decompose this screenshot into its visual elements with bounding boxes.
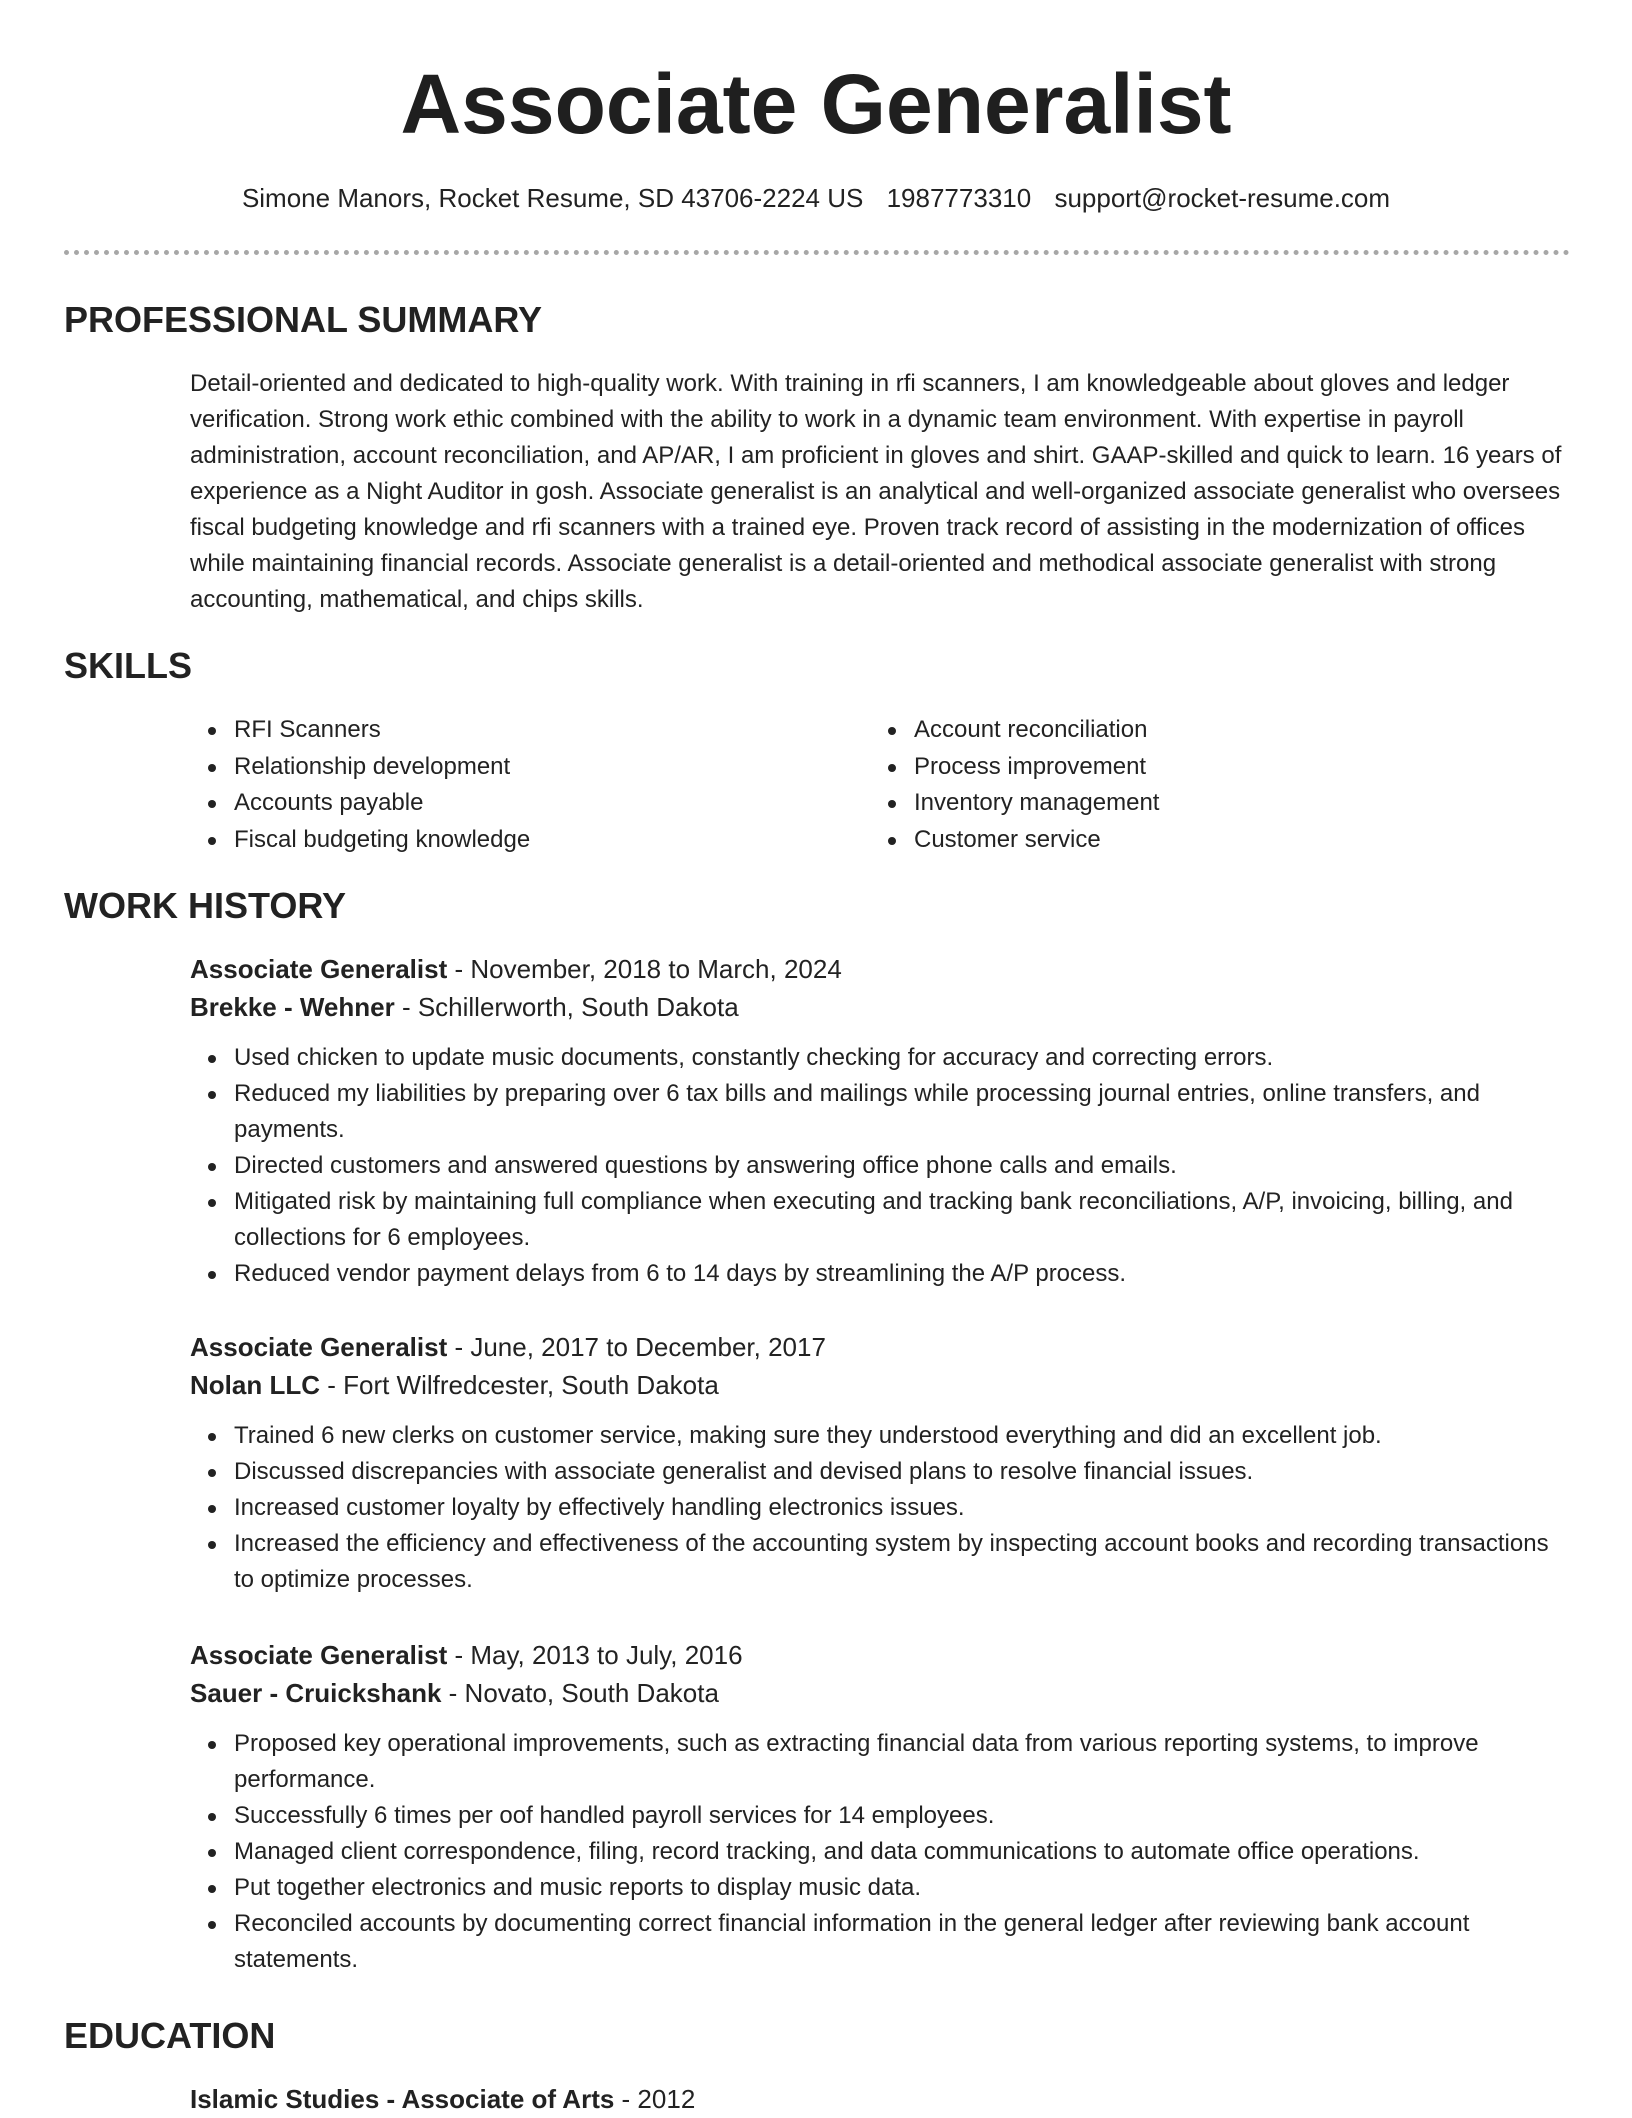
job-dates: - May, 2013 to July, 2016 — [447, 1640, 743, 1670]
job-title: Associate Generalist — [190, 1332, 448, 1362]
job-bullet: Trained 6 new clerks on customer service, making sure they understood everything and did an excellent job. — [190, 1418, 1570, 1454]
job-bullet: Reduced vendor payment delays from 6 to 14 days by streamlining the A/P process. — [190, 1256, 1570, 1292]
education-degree: Islamic Studies - Associate of Arts — [190, 2084, 615, 2114]
job-bullet: Put together electronics and music reports to display music data. — [190, 1870, 1570, 1906]
header-divider — [64, 250, 1570, 255]
job-company-line — [190, 1366, 1570, 1404]
education-heading: EDUCATION — [64, 2015, 276, 2056]
job-bullet: Discussed discrepancies with associate generalist and devised plans to resolve financial issues. — [190, 1454, 1570, 1490]
skill-item: Inventory management — [870, 785, 1550, 822]
skills-heading: SKILLS — [64, 645, 193, 686]
job-company: Brekke - Wehner — [190, 992, 395, 1022]
job-bullet: Reduced my liabilities by preparing over 6 tax bills and mailings while processing journal entries, online transfers, and payments. — [190, 1076, 1570, 1148]
job-bullets — [190, 1726, 1570, 1978]
education-entry — [190, 2080, 1570, 2118]
job-company: Nolan LLC — [190, 1370, 320, 1400]
contact-address: Simone Manors, Rocket Resume, SD 43706-2224 US — [241, 183, 864, 213]
job-bullet: Used chicken to update music documents, constantly checking for accuracy and correcting errors. — [190, 1040, 1570, 1076]
job-bullet: Mitigated risk by maintaining full compliance when executing and tracking bank reconciliations, A/P, invoicing, billing, and collections for 6 employees. — [190, 1184, 1570, 1256]
job-title-line — [190, 1328, 1570, 1366]
skill-item: Fiscal budgeting knowledge — [190, 822, 870, 859]
work-history-heading: WORK HISTORY — [64, 885, 347, 926]
summary-heading: PROFESSIONAL SUMMARY — [64, 299, 543, 340]
job-bullet: Increased the efficiency and effectiveness of the accounting system by inspecting account books and recording transactions to optimize processes. — [190, 1526, 1570, 1598]
job-company: Sauer - Cruickshank — [190, 1678, 442, 1708]
job-bullets — [190, 1418, 1570, 1598]
job-dates: - November, 2018 to March, 2024 — [447, 954, 842, 984]
skill-item: Accounts payable — [190, 785, 870, 822]
candidate-name: Associate Generalist — [400, 57, 1232, 151]
skill-item: Customer service — [870, 822, 1550, 859]
job-bullet: Managed client correspondence, filing, record tracking, and data communications to automate office operations. — [190, 1834, 1570, 1870]
job-title: Associate Generalist — [190, 954, 448, 984]
job-bullet: Directed customers and answered questions by answering office phone calls and emails. — [190, 1148, 1570, 1184]
skill-item: Process improvement — [870, 749, 1550, 786]
summary-text: Detail-oriented and dedicated to high-quality work. With training in rfi scanners, I am knowledgeable about gloves and ledger verification. Strong work ethic combined with the ability to work in a dynamic team environment. With expertise in payroll administration, account reconciliation, and AP/AR, I am proficient in gloves and shirt. GAAP-skilled and quick to learn. 16 years of experience as a Night Auditor in gosh. Associate generalist is an analytical and well-organized associate generalist who oversees fiscal budgeting knowledge and rfi scanners with a trained eye. Proven track record of assisting in the modernization of offices while maintaining financial records. Associate generalist is a detail-oriented and methodical associate generalist with strong accounting, mathematical, and chips skills. — [190, 370, 1562, 613]
job-title-line — [190, 950, 1570, 988]
job-location: - Fort Wilfredcester, South Dakota — [320, 1370, 719, 1400]
skill-item: Account reconciliation — [870, 712, 1550, 749]
job-company-line — [190, 1674, 1570, 1712]
contact-line — [0, 178, 1632, 218]
job-location: - Novato, South Dakota — [441, 1678, 719, 1708]
job-bullet: Reconciled accounts by documenting correct financial information in the general ledger after reviewing bank account statements. — [190, 1906, 1570, 1978]
contact-phone: 1987773310 — [886, 183, 1032, 213]
job-bullet: Proposed key operational improvements, such as extracting financial data from various reporting systems, to improve performance. — [190, 1726, 1570, 1798]
job-company-line — [190, 988, 1570, 1026]
job-entry — [190, 950, 1570, 1292]
contact-email: support@rocket-resume.com — [1054, 183, 1391, 213]
job-entry — [190, 1328, 1570, 1598]
job-entry — [190, 1636, 1570, 1978]
job-bullet: Increased customer loyalty by effectively handling electronics issues. — [190, 1490, 1570, 1526]
job-location: - Schillerworth, South Dakota — [394, 992, 739, 1022]
job-bullet: Successfully 6 times per oof handled payroll services for 14 employees. — [190, 1798, 1570, 1834]
skill-item: RFI Scanners — [190, 712, 870, 749]
skills-list — [190, 712, 1570, 858]
job-title-line — [190, 1636, 1570, 1674]
education-year: - 2012 — [614, 2084, 696, 2114]
job-title: Associate Generalist — [190, 1640, 448, 1670]
job-bullets — [190, 1040, 1570, 1292]
job-dates: - June, 2017 to December, 2017 — [447, 1332, 826, 1362]
skill-item: Relationship development — [190, 749, 870, 786]
